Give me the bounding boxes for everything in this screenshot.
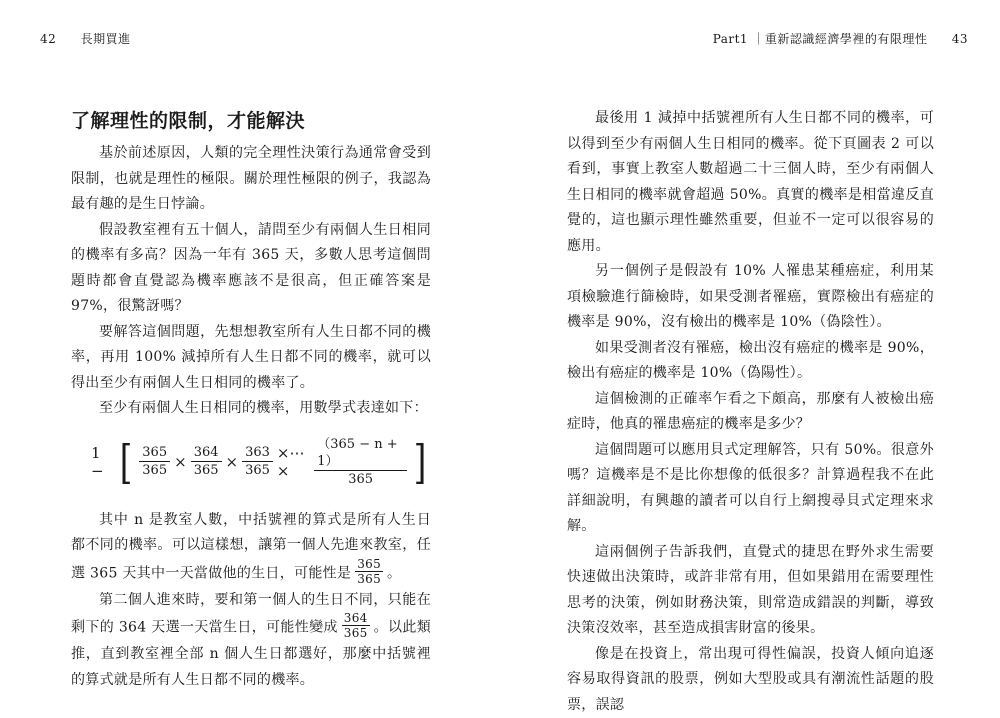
formula-fraction [242,444,273,479]
left-book-title: 長期買進 [81,32,131,46]
right-page-body [567,106,934,718]
formula-fraction [191,444,222,479]
formula-right-bracket: ] [414,439,427,485]
inline-fraction [342,611,370,640]
paragraph: 這兩個例子告訴我們，直覺式的捷思在野外求生需要快速做出決策時，或許非常有用，但如果錯用在需要理性思考的決策，例如財務決策，則常造成錯誤的判斷，導致決策沒效率，甚至造成損害財富的後果。 [567,540,934,642]
fraction-denominator: 365 [342,626,370,640]
formula-fraction [139,444,170,479]
paragraph: 假設教室裡有五十個人，請問至少有兩個人生日相同的機率有多高？因為一年有 365 天，多數人思考這個問題時都會直覺認為機率應該不是很高，但正確答案是 97%，很驚訝嗎？ [71,218,431,320]
ellipsis-times: ×⋯× [277,444,310,480]
paragraph-text: 。 [387,565,401,581]
fraction-numerator: 364 [191,444,222,462]
probability-formula [89,432,431,492]
fraction-denominator: 365 [191,462,222,479]
paragraph: 要解答這個問題，先想想教室所有人生日都不同的機率，再用 100% 減掉所有人生日都不同的機率，就可以得出至少有兩個人生日相同的機率了。 [71,320,431,397]
paragraph: 至少有兩個人生日相同的機率，用數學式表達如下： [71,396,431,422]
left-page [0,0,500,707]
right-page-number: 43 [952,32,968,46]
paragraph-text: 其中 n 是教室人數，中括號裡的算式是所有人生日都不同的機率。可以這樣想，讓第一個人先進來教室，任選 365 天其中一天當做他的生日，可能性是 [71,512,431,582]
paragraph: 這個檢測的正確率乍看之下頗高，那麼有人被檢出癌症時，他真的罹患癌症的機率是多少？ [567,387,934,438]
fraction-numerator: （365 − n + 1） [314,436,407,471]
left-page-number: 42 [40,32,56,46]
fraction-denominator: 365 [242,462,273,479]
fraction-denominator: 365 [355,572,383,586]
formula-left-bracket: [ [120,439,133,485]
fraction-denominator: 365 [139,462,170,479]
times-sign: × [226,453,239,471]
fraction-numerator: 365 [355,557,383,572]
right-part-title: Part1 ｜重新認識經濟學裡的有限理性 [713,32,928,46]
paragraph: 像是在投資上，常出現可得性偏誤，投資人傾向追逐容易取得資訊的股票，例如大型股或具有潮流性話題的股票，誤認 [567,642,934,718]
formula-fraction [314,436,407,488]
fraction-numerator: 365 [139,444,170,462]
paragraph [71,588,431,694]
section-heading: 了解理性的限制，才能解決 [71,106,431,133]
fraction-numerator: 363 [242,444,273,462]
formula-prefix: 1 − [91,444,113,480]
fraction-numerator: 364 [342,611,370,626]
paragraph-text: 第二個人進來時，要和第一個人的生日不同，只能在剩下的 364 天選一天當生日，可能性變成 [71,592,431,636]
times-sign: × [174,453,187,471]
inline-fraction [355,557,383,586]
paragraph-text: 。以此類推，直到教室裡全部 n 個人生日都選好，那麼中括號裡的算式就是所有人生日都不同的機率。 [71,620,431,688]
paragraph: 另一個例子是假設有 10% 人罹患某種癌症，利用某項檢驗進行篩檢時，如果受測者罹癌，實際檢出有癌症的機率是 90%，沒有檢出的機率是 10%（偽陰性）。 [567,259,934,336]
paragraph: 最後用 1 減掉中括號裡所有人生日都不同的機率，可以得到至少有兩個人生日相同的機率。從下頁圖表 2 可以看到，事實上教室人數超過二十三個人時，至少有兩個人生日相同的機率就會超過 50%。真實的機率是相當違反直覺的，這也顯示理性雖然重要，但並不一定可以很容易的應用。 [567,106,934,259]
fraction-denominator: 365 [345,471,376,488]
right-running-head [713,30,968,47]
paragraph: 基於前述原因，人類的完全理性決策行為通常會受到限制，也就是理性的極限。關於理性極限的例子，我認為最有趣的是生日悖論。 [71,141,431,218]
paragraph: 這個問題可以應用貝式定理解答，只有 50%。很意外嗎？這機率是不是比你想像的低很多？計算過程我不在此詳細說明，有興趣的讀者可以自行上網搜尋貝式定理來求解。 [567,438,934,540]
left-page-body [71,106,431,693]
left-running-head [40,30,131,47]
paragraph: 如果受測者沒有罹癌，檢出沒有癌症的機率是 90%，檢出有癌症的機率是 10%（偽陽性）。 [567,336,934,387]
paragraph [71,508,431,588]
